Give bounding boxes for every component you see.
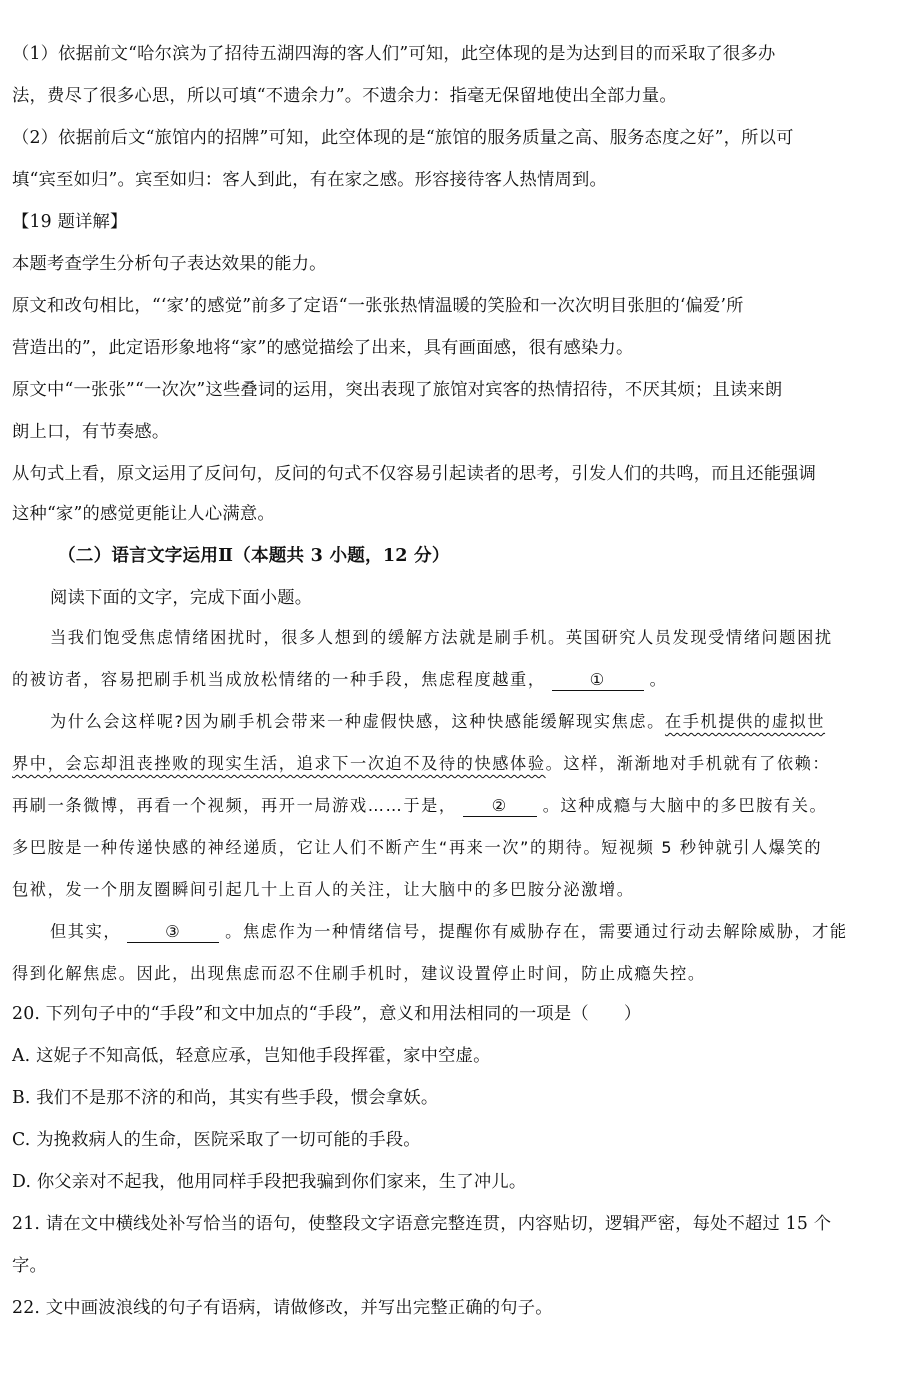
question-22: 22. 文中画波浪线的句子有语病，请做修改，并写出完整正确的句子。	[12, 1298, 553, 1318]
question-20-stem: 20. 下列句子中的“手段”和文中加点的“手段”，意义和用法相同的一项是（ ）	[12, 1004, 642, 1024]
section-title: （二）语言文字运用Ⅱ（本题共 3 小题，12 分）	[58, 545, 450, 566]
analysis19-heading: 【19 题详解】	[12, 212, 128, 232]
analysis18-p1-line2: 法，费尽了很多心思，所以可填“不遗余力”。不遗余力：指毫无保留地使出全部力量。	[12, 86, 677, 106]
analysis18-p2-line2: 填“宾至如归”。宾至如归：客人到此，有在家之感。形容接待客人热情周到。	[12, 170, 607, 190]
passage-p2-line2-text: 。这样，渐渐地对手机就有了依赖：	[545, 754, 831, 773]
passage-p1-line2-text: 的被访者，容易把刷手机当成放松情绪的一种手段，焦虑程度越重，	[12, 670, 546, 689]
question-20-option-d: D. 你父亲对不起我，他用同样手段把我骗到你们家来，生了冲儿。	[12, 1172, 527, 1192]
analysis19-p2-line2: 朗上口，有节奏感。	[12, 422, 170, 442]
wavy-sentence-part2: 界中，会忘却沮丧挫败的现实生活，追求下一次迫不及待的快感体验	[12, 754, 546, 773]
passage-p2-line2	[12, 752, 888, 776]
question-21-line1: 21. 请在文中横线处补写恰当的语句，使整段文字语意完整连贯，内容贴切，逻辑严密，每处不超过 15 个	[12, 1214, 832, 1234]
blank-2: ②	[463, 796, 537, 817]
passage-p3-line1	[50, 920, 888, 944]
passage-p1-line2	[12, 668, 888, 692]
analysis19-p2-line1: 原文中“一张张”“一次次”这些叠词的运用，突出表现了旅馆对宾客的热情招待，不厌其烦；且读来朗	[12, 380, 783, 400]
question-20-option-b: B. 我们不是那不济的和尚，其实有些手段，惯会拿妖。	[12, 1088, 439, 1108]
passage-p2-line3-end: 。这种成瘾与大脑中的多巴胺有关。	[542, 796, 828, 815]
passage-p3-line1-end: 。焦虑作为一种情绪信号，提醒你有威胁存在，需要通过行动去解除威胁，才能	[225, 922, 848, 941]
blank-1: ①	[552, 670, 644, 691]
passage-p2-line5: 包袱，发一个朋友圈瞬间引起几十上百人的关注，让大脑中的多巴胺分泌激增。	[12, 880, 635, 899]
passage-p2-line4: 多巴胺是一种传递快感的神经递质，它让人们不断产生“再来一次”的期待。短视频 5 秒钟就引人爆笑的	[12, 838, 823, 857]
question-20-option-a: A. 这妮子不知高低，轻意应承，岂知他手段挥霍，家中空虚。	[12, 1046, 491, 1066]
passage-p3-line1-text: 但其实，	[50, 922, 122, 941]
passage-p3-line2: 得到化解焦虑。因此，出现焦虑而忍不住刷手机时，建议设置停止时间，防止成瘾失控。	[12, 964, 706, 983]
wavy-sentence-part1: 在手机提供的虚拟世	[664, 712, 826, 731]
question-20-option-c: C. 为挽救病人的生命，医院采取了一切可能的手段。	[12, 1130, 421, 1150]
passage-p2-line3-text: 再刷一条微博，再看一个视频，再开一局游戏……于是，	[12, 796, 457, 815]
passage-p1-line1: 当我们饱受焦虑情绪困扰时，很多人想到的缓解方法就是刷手机。英国研究人员发现受情绪问题困扰	[50, 628, 833, 647]
analysis19-p1-line2: 营造出的”，此定语形象地将“家”的感觉描绘了出来，具有画面感，很有感染力。	[12, 338, 634, 358]
analysis19-p1-line1: 原文和改句相比，“‘家’的感觉”前多了定语“一张张热情温暖的笑脸和一次次明目张胆的‘偏爱’所	[12, 296, 744, 316]
section-instruction: 阅读下面的文字，完成下面小题。	[50, 588, 313, 608]
analysis19-intro: 本题考查学生分析句子表达效果的能力。	[12, 254, 327, 274]
analysis19-p3-line1: 从句式上看，原文运用了反问句，反问的句式不仅容易引起读者的思考，引发人们的共鸣，而且还能强调	[12, 464, 817, 484]
analysis18-p1-line1: （1）依据前文“哈尔滨为了招待五湖四海的客人们”可知，此空体现的是为达到目的而采取了很多办	[12, 44, 776, 64]
blank-3: ③	[127, 922, 219, 943]
analysis19-p3-line2: 这种“家”的感觉更能让人心满意。	[12, 504, 275, 524]
question-21-line2: 字。	[12, 1256, 47, 1276]
passage-p1-line2-end: 。	[649, 670, 668, 689]
passage-p2-line1	[50, 710, 888, 734]
passage-p2-line3	[12, 794, 888, 818]
analysis18-p2-line1: （2）依据前后文“旅馆内的招牌”可知，此空体现的是“旅馆的服务质量之高、服务态度之好”，所以可	[12, 128, 794, 148]
passage-p2-line1-text: 为什么会这样呢?因为刷手机会带来一种虚假快感，这种快感能缓解现实焦虑。	[50, 712, 665, 731]
